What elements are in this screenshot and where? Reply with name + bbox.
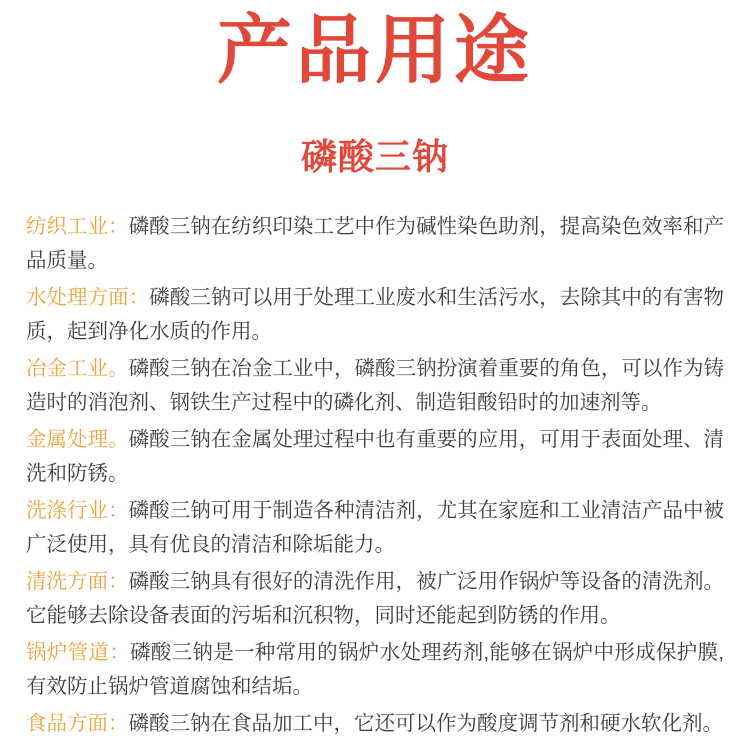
use-label: 水处理方面： bbox=[26, 286, 150, 309]
use-paragraph-boiler-pipes bbox=[26, 636, 724, 704]
product-name: 磷酸三钠 bbox=[300, 136, 449, 177]
use-label: 食品方面： bbox=[26, 712, 129, 735]
use-label: 洗涤行业： bbox=[26, 499, 129, 522]
use-text: 磷酸三钠具有很好的清洗作用，被广泛用作锅炉等设备的清洗剂。它能够去除设备表面的污垢和沉积物，同时还能起到防锈的作用。 bbox=[26, 570, 725, 627]
use-paragraph-cleaning bbox=[26, 565, 724, 633]
use-paragraph-detergent bbox=[26, 494, 724, 562]
use-text: 磷酸三钠是一种常用的锅炉水处理药剂,能够在锅炉中形成保护膜,有效防止锅炉管道腐蚀和结垢。 bbox=[26, 641, 725, 698]
use-label: 冶金工业。 bbox=[26, 357, 129, 380]
use-label: 清洗方面： bbox=[26, 570, 129, 593]
use-paragraph-metallurgy bbox=[26, 352, 724, 420]
use-paragraph-water-treatment bbox=[26, 281, 724, 349]
use-text: 磷酸三钠可以用于处理工业废水和生活污水，去除其中的有害物质，起到净化水质的作用。 bbox=[26, 286, 725, 343]
use-paragraph-food bbox=[26, 707, 724, 741]
use-paragraph-metal-processing bbox=[26, 423, 724, 491]
use-text: 磷酸三钠可用于制造各种清洁剂，尤其在家庭和工业清洁产品中被广泛使用，具有优良的清洁和除垢能力。 bbox=[26, 499, 725, 556]
use-label: 纺织工业： bbox=[26, 215, 129, 238]
use-paragraph-textile bbox=[26, 210, 724, 278]
use-text: 磷酸三钠在纺织印染工艺中作为碱性染色助剂，提高染色效率和产品质量。 bbox=[26, 215, 725, 272]
use-text: 磷酸三钠在食品加工中，它还可以作为酸度调节剂和硬水软化剂。 bbox=[128, 712, 723, 735]
uses-list bbox=[26, 210, 724, 741]
use-text: 磷酸三钠在金属处理过程中也有重要的应用，可用于表面处理、清洗和防锈。 bbox=[26, 428, 725, 485]
use-label: 金属处理。 bbox=[26, 428, 129, 451]
use-label: 锅炉管道： bbox=[26, 641, 130, 664]
use-text: 磷酸三钠在冶金工业中，磷酸三钠扮演着重要的角色，可以作为铸造时的消泡剂、钢铁生产过程中的磷化剂、制造钼酸铅时的加速剂等。 bbox=[26, 357, 725, 414]
page-title: 产品用途 bbox=[216, 8, 533, 92]
